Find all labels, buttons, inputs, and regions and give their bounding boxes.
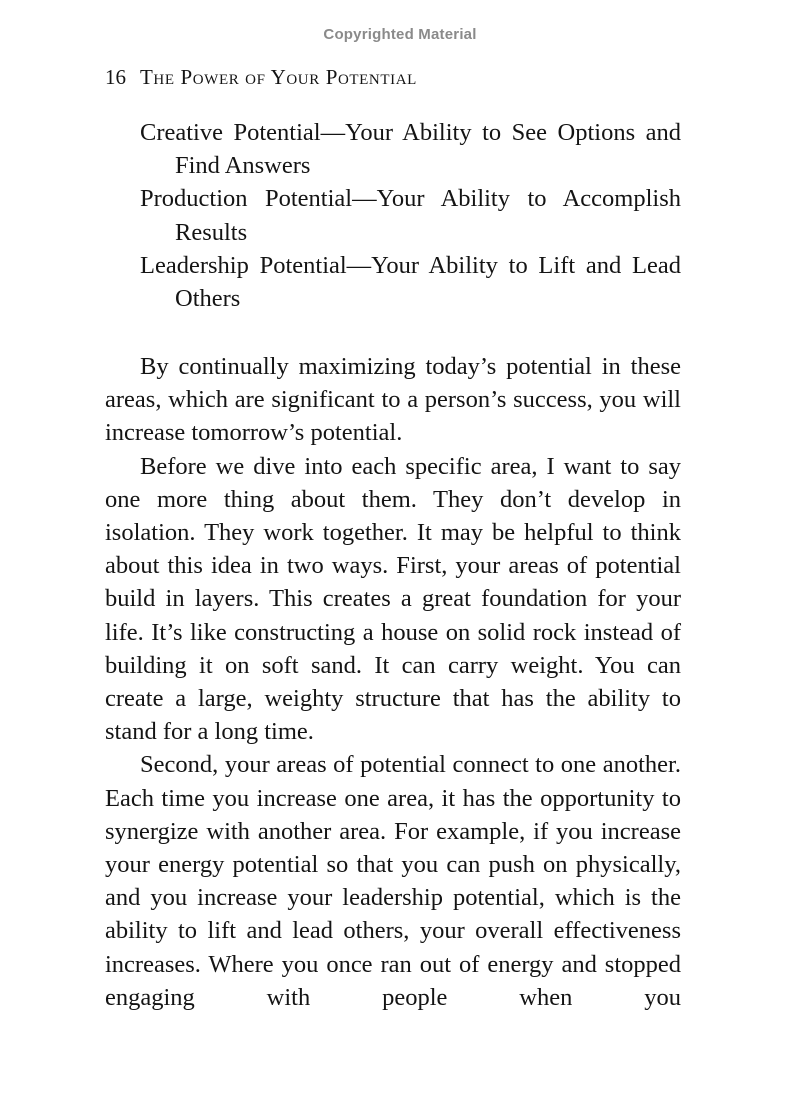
book-title: The Power of Your Potential xyxy=(140,65,417,89)
list-item-leadership-potential: Leadership Potential—Your Ability to Lift and Lead Others xyxy=(140,251,681,313)
page-number: 16 xyxy=(105,65,126,89)
body-text xyxy=(105,350,681,1014)
paragraph-build-in-layers: Before we dive into each specific area, I want to say one more thing about them. They don’t develop in isolation. They work together. It may be helpful to think about this idea in two ways. First, your areas of potential build in layers. This creates a great foundation for your life. It’s like constructing a house on solid rock instead of building it on soft sand. It can carry weight. You can create a large, weighty structure that has the ability to stand for a long time. xyxy=(105,452,681,746)
paragraph-maximizing-potential: By continually maximizing today’s potential in these areas, which are significant to a person’s success, you will increase tomorrow’s potential. xyxy=(105,353,681,447)
list-item-creative-potential: Creative Potential—Your Ability to See Options and Find Answers xyxy=(140,119,681,180)
paragraph-connect-to-one-another: Second, your areas of potential connect to one another. Each time you increase one area, it has the opportunity to synergize with another area. For example, if you increase your energy potential so that you can push on physically, and you increase your leadership potential, which is the ability to lift and lead others, your overall effectiveness increases. Where you once ran out of energy and stopped engaging with people when you xyxy=(105,751,681,1011)
list-item-production-potential: Production Potential—Your Ability to Accomplish Results xyxy=(140,185,681,246)
copyright-watermark-top: Copyrighted Material xyxy=(323,26,477,43)
potential-list xyxy=(105,116,681,315)
running-header xyxy=(105,63,417,91)
